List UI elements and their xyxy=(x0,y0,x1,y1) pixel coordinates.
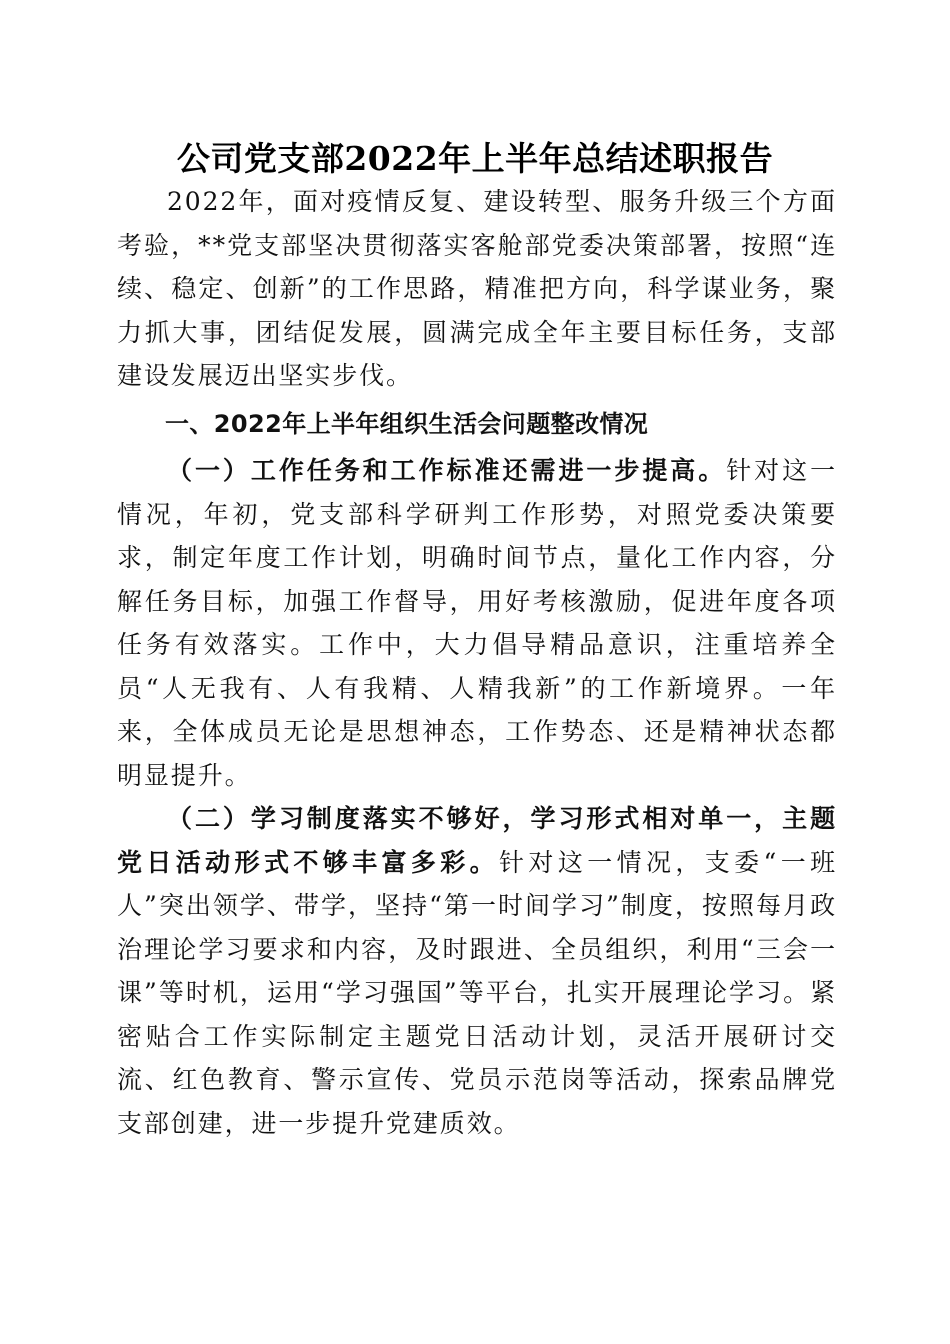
section-heading: 一、2022年上半年组织生活会问题整改情况 xyxy=(165,409,649,438)
item-one-body: 针对这一情况，年初，党支部科学研判工作形势，对照党委决策要求，制定年度工作计划，明确时间节点，量化工作内容，分解任务目标，加强工作督导，用好考核激励，促进年度各项任务有效落实。工作中，大力倡导精品意识，注重培养全员“人无我有、人有我精、人精我新”的工作新境界。一年来，全体成员无论是思想神态，工作势态、还是精神状态都明显提升。 xyxy=(117,456,837,790)
item-one-lead: （一）工作任务和工作标准还需进一步提高。 xyxy=(167,456,727,485)
intro-paragraph: 2022年，面对疫情反复、建设转型、服务升级三个方面考验，**党支部坚决贯彻落实客舱部党委决策部署，按照“连续、稳定、创新”的工作思路，精准把方向，科学谋业务，聚力抓大事，团结促发展，圆满完成全年主要目标任务，支部建设发展迈出坚实步伐。 xyxy=(117,187,837,390)
item-two-paragraph xyxy=(117,797,837,1145)
item-two-lead: （二）学习制度落实不够好，学习形式相对单一，主题党日活动形式不够丰富多彩。 xyxy=(117,804,837,877)
document-title: 公司党支部2022年上半年总结述职报告 xyxy=(176,139,774,178)
item-one-paragraph xyxy=(117,449,837,797)
document-body xyxy=(117,180,837,1145)
item-two-body: 针对这一情况，支委“一班人”突出领学、带学，坚持“第一时间学习”制度，按照每月政治理论学习要求和内容，及时跟进、全员组织，利用“三会一课”等时机，运用“学习强国”等平台，扎实开展理论学习。紧密贴合工作实际制定主题党日活动计划，灵活开展研讨交流、红色教育、警示宣传、党员示范岗等活动，探索品牌党支部创建，进一步提升党建质效。 xyxy=(117,847,837,1138)
